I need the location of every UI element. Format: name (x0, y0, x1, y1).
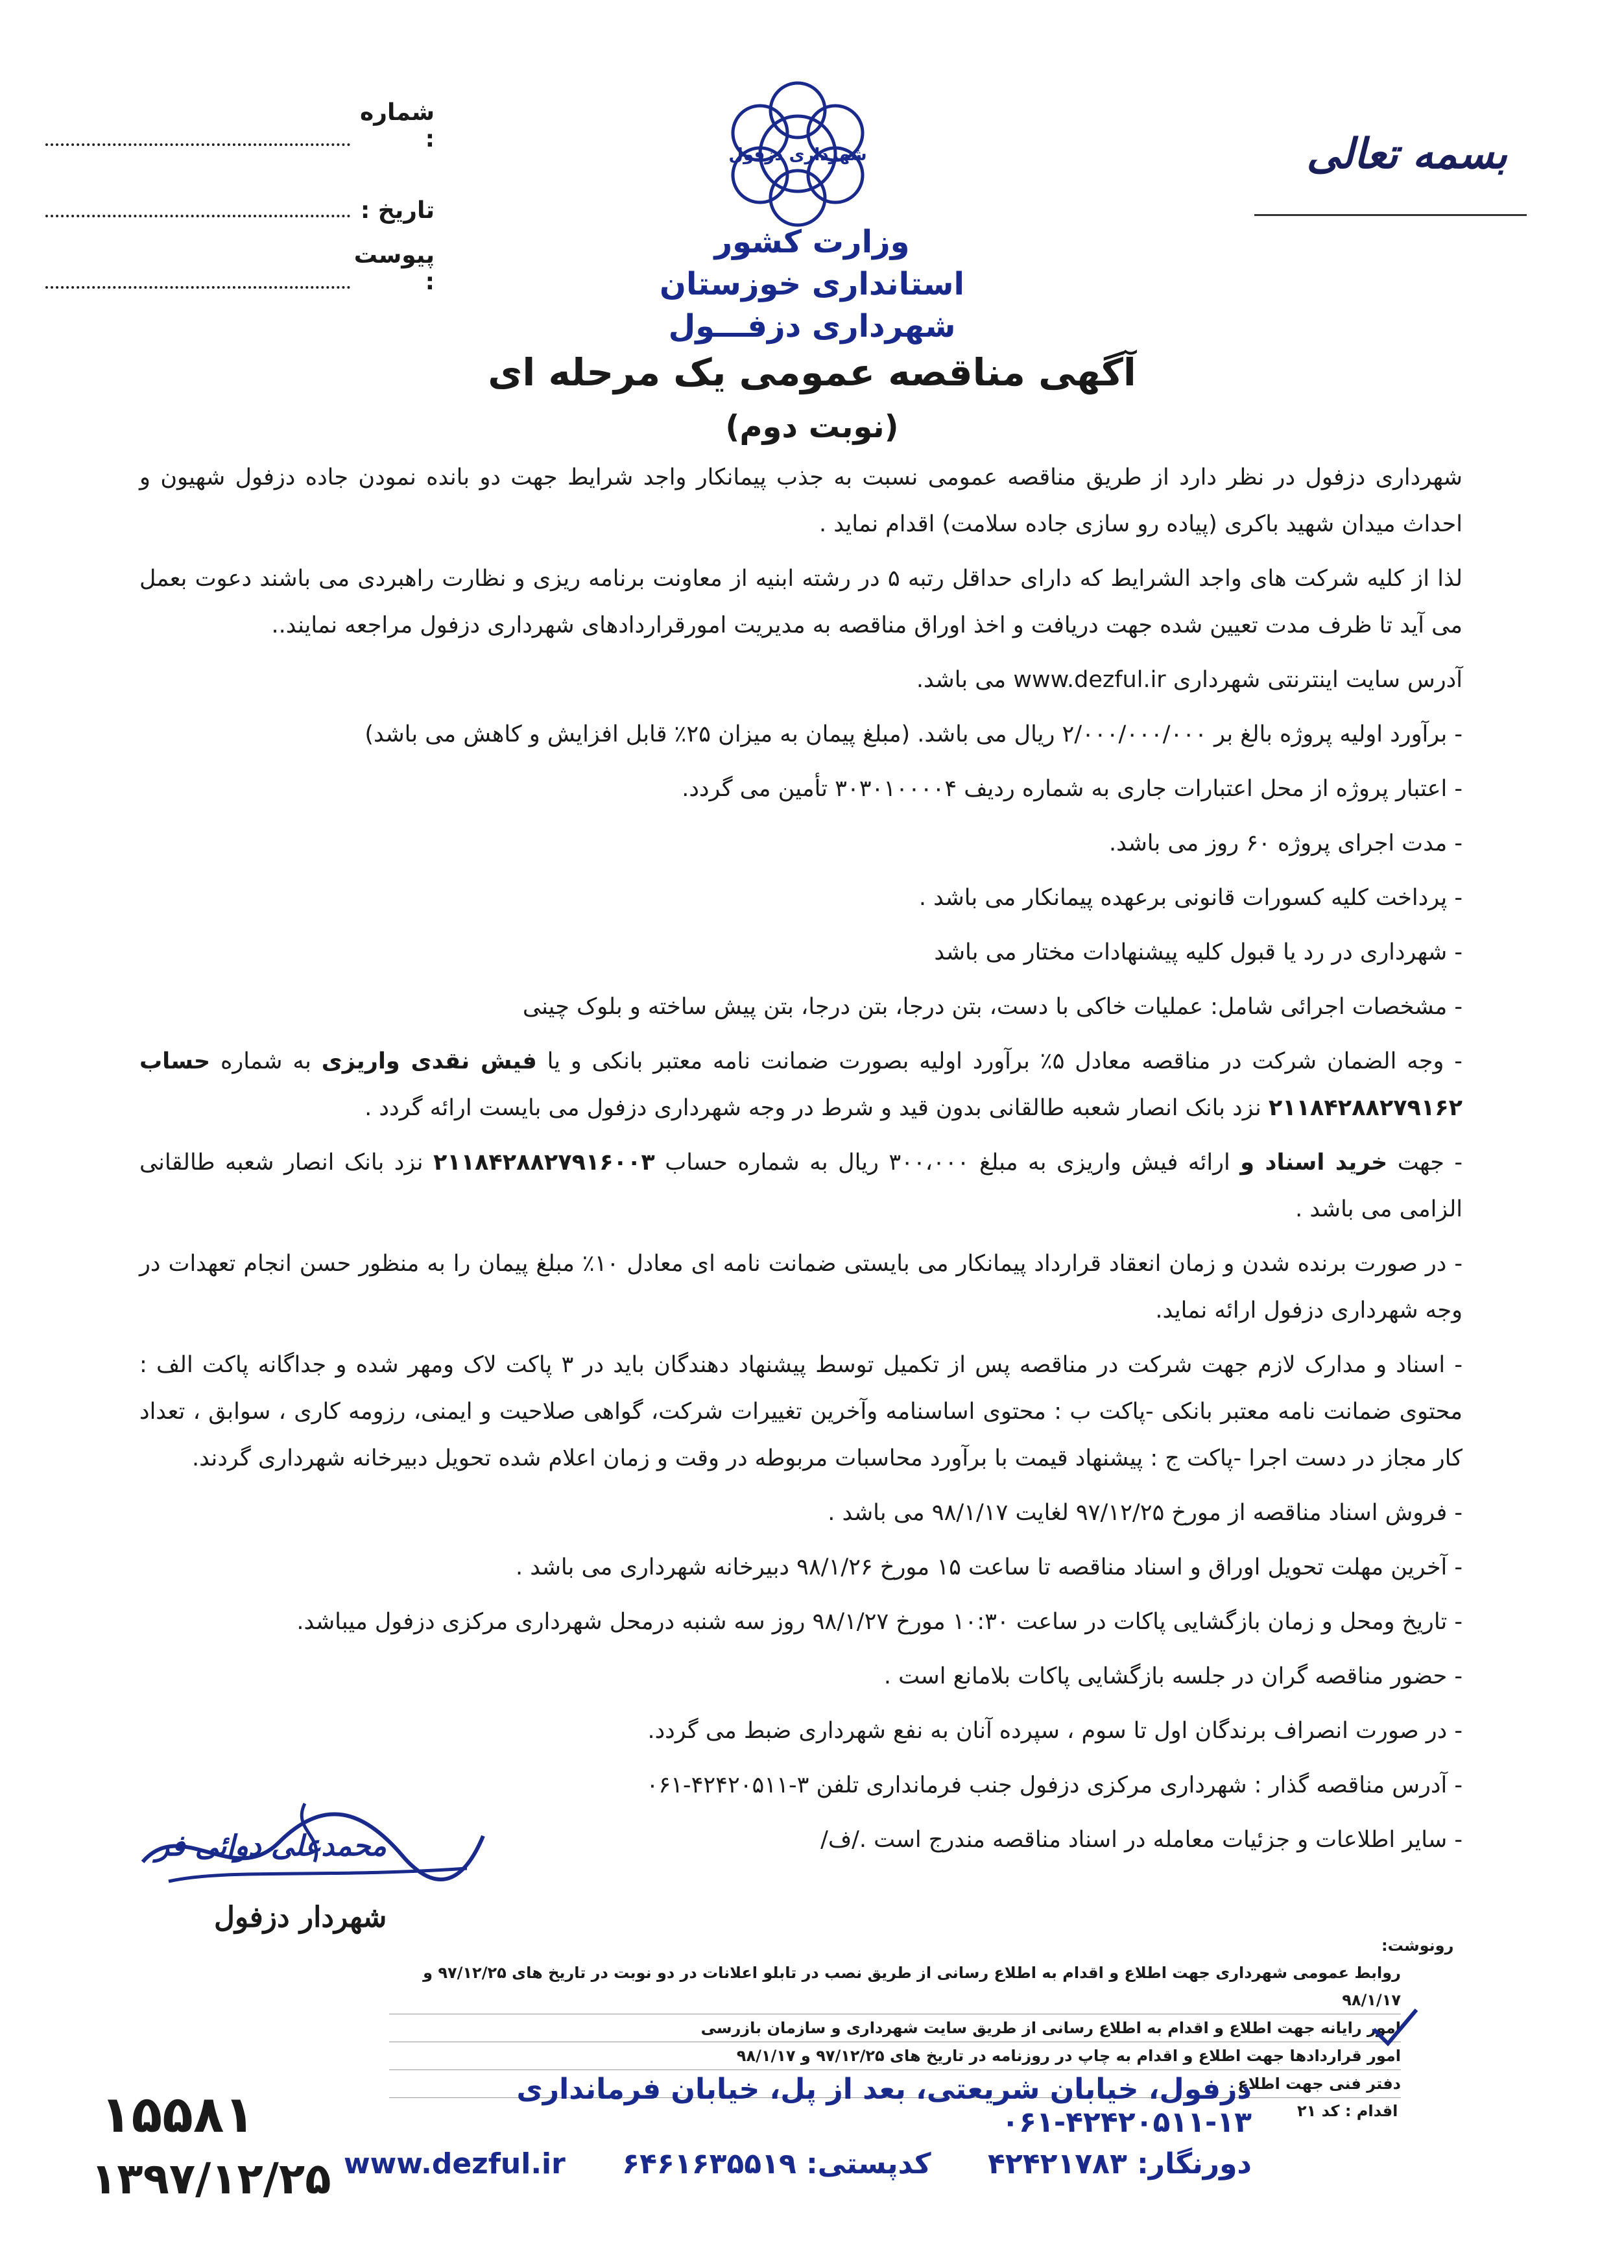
signatory-title: شهردار دزفول (214, 1901, 387, 1934)
purchase-text-1: - جهت (1397, 1150, 1463, 1176)
address-line: - آدرس مناقصه گذار : شهرداری مرکزی دزفول جنب فرمانداری تلفن ۳-۴۲۴۲۰۵۱۱-۰۶۱ (646, 1772, 1463, 1798)
date-dots (45, 215, 350, 217)
cc-heading: رونوشت: (1381, 1936, 1454, 1955)
guarantee-account: حساب ۲۱۱۸۴۲۸۸۲۷۹۱۶۲ (139, 1048, 1463, 1121)
attendance-line: - حضور مناقصه گران در جلسه بازگشایی پاکات بلامانع است . (883, 1663, 1463, 1689)
registration-date: ۱۳۹۷/۱۲/۲۵ (91, 2154, 331, 2204)
guarantee-text-1: - وجه الضمان شرکت در مناقصه معادل ۵٪ برآورد اولیه بصورت ضمانت نامه معتبر بانکی و یا (547, 1048, 1463, 1074)
performance-guarantee-paragraph: - در صورت برنده شدن و زمان انعقاد قرارداد پیمانکار می بایستی ضمانت نامه ای معادل ۱۰٪ مبلغ پیمان را به منظور حسن انجام تعهدات در وجه شهرداری دزفول ارائه نماید. (139, 1251, 1463, 1323)
purchase-bold: خرید اسناد و (1240, 1150, 1388, 1176)
attachment-label: پیوست : (353, 242, 435, 295)
duration-line: - مدت اجرای پروژه ۶۰ روز می باشد. (1108, 830, 1463, 856)
sale-dates-line: - فروش اسناد مناقصه از مورخ ۹۷/۱۲/۲۵ لغایت ۹۸/۱/۱۷ می باشد . (828, 1500, 1463, 1526)
signatory-name: محمدعلی دوائی فر (156, 1829, 387, 1863)
cc-item-technical-office: دفتر فنی جهت اطلاع (389, 2070, 1401, 2098)
org-ministry: وزارت کشور (714, 224, 910, 260)
guarantee-bold-1: فیش نقدی واریزی (321, 1048, 537, 1074)
cc-item-it: امور رایانه جهت اطلاع و اقدام به اطلاع رسانی از طریق سایت شهرداری و سازمان بازرسی (389, 2014, 1401, 2042)
number-dots (45, 143, 350, 146)
footer-fax: دورنگار: ۴۲۴۲۱۷۸۳ (988, 2147, 1252, 2180)
cc-item-public-relations: روابط عمومی شهرداری جهت اطلاع و اقدام به اطلاع رسانی از طریق نصب در تابلو اعلانات در دو نوبت در تاریخ های ۹۷/۱۲/۲۵ و ۹۸/۱/۱۷ (389, 1959, 1401, 2014)
checkmark-icon (1368, 2005, 1420, 2050)
specs-line: - مشخصات اجرائی شامل: عملیات خاکی با دست، بتن درجا، بتن درجا، بتن پیش ساخته و بلوک چینی (522, 994, 1463, 1020)
deadline-line: - آخرین مهلت تحویل اوراق و اسناد مناقصه تا ساعت ۱۵ مورخ ۹۸/۱/۲۶ دبیرخانه شهرداری می باشد . (515, 1554, 1463, 1580)
footer-website: www.dezful.ir (344, 2147, 566, 2180)
basmala: بسمه تعالی (1306, 130, 1507, 178)
footer-postal: کدپستی: ۶۴۶۱۶۳۵۵۱۹ (622, 2147, 931, 2180)
guarantee-paragraph (139, 1038, 1463, 1131)
cc-action-code: اقدام : کد ۲۱ (1297, 2102, 1398, 2120)
envelopes-paragraph: - اسناد و مدارک لازم جهت شرکت در مناقصه پس از تکمیل توسط پیشنهاد دهندگان باید در ۳ پاکت لاک ومهر شده و جداگانه پاکت الف : محتوی ضمانت نامه معتبر بانکی -پاکت ب : محتوی اساسنامه وآخرین تغییرات شرکت، گواهی صلاحیت و ایمنی، رزومه کاری ، سوابق ، تعداد کار مجاز در دست اجرا -پاکت ج : پیشنهاد قیمت با برآورد محاسبات مربوطه در وقت و زمان اعلام شده تحویل دبیرخانه شهرداری گردند. (139, 1352, 1463, 1471)
invitation-paragraph: لذا از کلیه شرکت های واجد الشرایط که دارای حداقل رتبه ۵ در رشته ابنیه از معاونت برنامه ریزی و نظارت راهبردی می باشند دعوت بعمل می آید تا ظرف مدت تعیین شده جهت دریافت و اخذ اوراق مناقصه به مدیریت امورقراردادهای شهرداری دزفول مراجعه نمایند.. (139, 566, 1463, 638)
guarantee-text-2: به شماره (221, 1048, 311, 1074)
rights-line: - شهرداری در رد یا قبول کلیه پیشنهادات مختار می باشد (934, 939, 1463, 965)
purchase-text-2: ارائه فیش واریزی به مبلغ ۳۰۰،۰۰۰ ریال به شماره حساب (665, 1150, 1230, 1176)
basmala-underline (1254, 214, 1527, 216)
page-subtitle: (نوبت دوم) (725, 409, 899, 445)
org-municipality: شهرداری دزفـــول (668, 308, 956, 344)
other-info-line: - سایر اطلاعات و جزئیات معامله در اسناد مناقصه مندرج است ./ف/ (820, 1827, 1463, 1853)
number-label: شماره : (359, 99, 435, 152)
budget-line: - اعتبار پروژه از محل اعتبارات جاری به شماره ردیف ۳۰۳۰۱۰۰۰۰۴ تأمین می گردد. (682, 776, 1463, 802)
deductions-line: - پرداخت کلیه کسورات قانونی برعهده پیمانکار می باشد . (918, 885, 1463, 911)
registration-number: ۱۵۵۸۱ (101, 2086, 256, 2144)
footer-contact (344, 2147, 1252, 2180)
page-title: آگهی مناقصه عمومی یک مرحله ای (488, 350, 1136, 394)
intro-paragraph: شهرداری دزفول در نظر دارد از طریق مناقصه عمومی نسبت به جذب پیمانکار واجد شرایط جهت دو بانده نمودن جاده دزفول شهیون و احداث میدان شهید باکری (پیاده رو سازی جاده سلامت) اقدام نماید . (139, 464, 1463, 537)
website-line: آدرس سایت اینترنتی شهرداری www.dezful.ir می باشد. (916, 667, 1463, 693)
documents-purchase-paragraph (139, 1139, 1463, 1233)
number-field (45, 99, 435, 152)
guarantee-text-3: نزد بانک انصار شعبه طالقانی بدون قید و شرط در وجه شهرداری دزفول می بایست ارائه گردد . (364, 1095, 1261, 1121)
purchase-account: ۲۱۱۸۴۲۸۸۲۷۹۱۶۰۰۳ (433, 1150, 655, 1176)
cc-item-contracts: امور قراردادها جهت اطلاع و اقدام به چاپ در روزنامه در تاریخ های ۹۷/۱۲/۲۵ و ۹۸/۱/۱۷ (389, 2042, 1401, 2070)
footer-address: دزفول، خیابان شریعتی، بعد از پل، خیابان فرمانداری ۱۳-۴۲۴۲۰۵۱۱-۰۶۱ (516, 2073, 1252, 2139)
tender-body (139, 454, 1463, 1871)
opening-line: - تاریخ ومحل و زمان بازگشایی پاکات در ساعت ۱۰:۳۰ مورخ ۹۸/۱/۲۷ روز سه شنبه درمحل شهرداری مرکزی دزفول میباشد. (296, 1609, 1463, 1635)
withdrawal-line: - در صورت انصراف برندگان اول تا سوم ، سپرده آنان به نفع شهرداری ضبط می گردد. (647, 1718, 1463, 1744)
org-governorate: استانداری خوزستان (660, 266, 964, 302)
date-label: تاریخ : (360, 197, 435, 224)
date-field (45, 185, 435, 224)
municipality-logo-icon (720, 78, 876, 227)
estimate-line: - برآورد اولیه پروژه بالغ بر ۲/۰۰۰/۰۰۰/۰۰۰ ریال می باشد. (مبلغ پیمان به میزان ۲۵٪ قابل افزایش و کاهش می باشد) (364, 721, 1463, 747)
logo-text: شهرداری دزفول (728, 145, 867, 165)
purchase-text-3: نزد بانک انصار شعبه طالقانی الزامی می باشد . (139, 1150, 1463, 1222)
